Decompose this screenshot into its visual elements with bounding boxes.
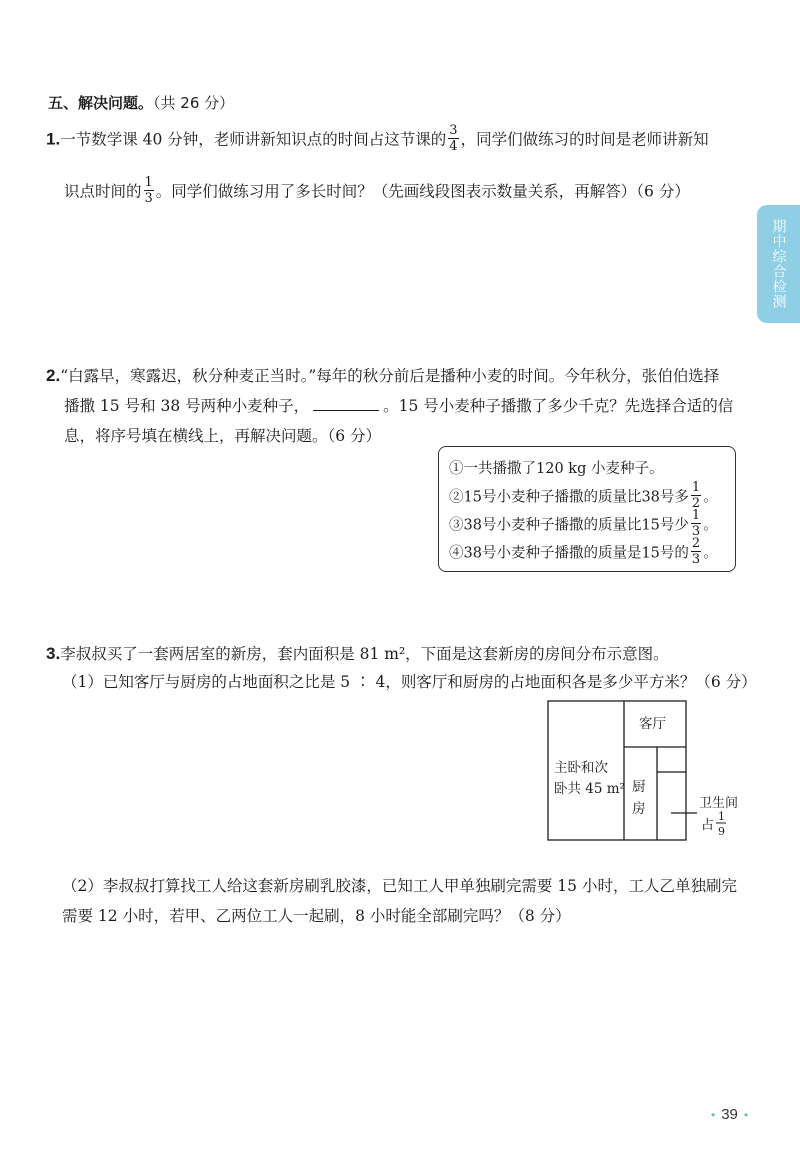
living-room-label: 客厅	[639, 716, 666, 732]
q1-fraction-2: $\frac{1}{3}$	[144, 175, 153, 206]
q2-line-1	[46, 364, 719, 386]
bathroom-fraction-den: 9	[718, 825, 725, 838]
q2-answer-blank[interactable]	[313, 396, 379, 411]
q2-option-4-fraction: $\frac{2}{3}$	[691, 536, 701, 567]
q1-text-d: 。同学们做练习用了多长时间？（先画线段图表示数量关系，再解答）（6 分）	[155, 182, 690, 201]
q1-number: 1.	[46, 129, 61, 149]
bathroom-fraction-num: 1	[718, 810, 725, 823]
page-number-dot-right: •	[743, 1108, 749, 1122]
q1-text-c: 识点时间的	[64, 182, 142, 201]
q1-line-1	[46, 123, 709, 155]
q3-subquestion-2-line-2: 需要 12 小时，若甲、乙两位工人一起刷，8 小时能全部刷完吗？（8 分）	[62, 907, 571, 925]
q2-option-3-fraction: $\frac{1}{3}$	[691, 508, 701, 539]
q2-text-1: “白露早，寒露迟，秋分种麦正当时。”每年的秋分前后是播种小麦的时间。今年秋分，张伯伯选择	[60, 367, 720, 385]
q3-number: 3.	[46, 644, 61, 663]
bedroom-label-2: 卧共 45 m²	[554, 781, 625, 797]
q2-option-4: ④38号小麦种子播撒的质量是15号的 $\frac{2}{3}$ 。	[449, 536, 718, 567]
q3-text-1: 李叔叔买了一套两居室的新房，套内面积是 81 m²，下面是这套新房的房间分布示意图。	[60, 645, 669, 663]
bedroom-label-1: 主卧和次	[554, 760, 608, 776]
kitchen-label-1: 厨	[632, 779, 646, 795]
q3-line-1	[46, 642, 669, 664]
q2-option-3: ③38号小麦种子播撒的质量比15号少 $\frac{1}{3}$ 。	[449, 508, 718, 539]
q2-option-2-fraction: $\frac{1}{2}$	[691, 480, 701, 511]
section-points: （共 26 分）	[153, 94, 235, 112]
bathroom-share-label: 占	[701, 818, 715, 833]
q2-line-2	[64, 394, 733, 416]
q2-number: 2.	[46, 366, 61, 385]
q2-option-2: ②15号小麦种子播撒的质量比38号多 $\frac{1}{2}$ 。	[449, 480, 718, 511]
q2-text-2a: 播撒 15 号和 38 号两种小麦种子，	[64, 397, 310, 415]
q3-subquestion-2-line-1: （2）李叔叔打算找工人给这套新房刷乳胶漆，已知工人甲单独刷完需要 15 小时，工人乙单独刷完	[62, 877, 737, 895]
bathroom-label: 卫生间	[699, 796, 739, 811]
q2-option-1: ①一共播撒了120 kg 小麦种子。	[449, 461, 664, 477]
q2-info-box	[438, 446, 736, 572]
section-header	[48, 92, 234, 113]
section-title: 五、解决问题。	[48, 94, 154, 112]
q1-line-2	[64, 175, 690, 207]
page-number-dot-left: •	[711, 1108, 716, 1122]
q2-text-3: 息，将序号填在横线上，再解决问题。（6 分）	[64, 427, 382, 445]
chapter-side-tab: 期中综合检测	[757, 205, 800, 323]
floor-plan-diagram	[540, 696, 760, 846]
q2-line-3	[64, 424, 381, 446]
q1-text-b: ，同学们做练习的时间是老师讲新知	[460, 130, 709, 149]
q2-text-2b: 。15 号小麦种子播撒了多少千克？先选择合适的信	[383, 397, 734, 415]
kitchen-label-2: 房	[632, 801, 646, 817]
q1-text-a: 一节数学课 40 分钟，老师讲新知识点的时间占这节课的	[60, 130, 447, 149]
page-number: • 39 •	[711, 1106, 749, 1123]
q3-subquestion-1: （1）已知客厅与厨房的占地面积之比是 5 ∶ 4，则客厅和厨房的占地面积各是多少平方米？（6 分）	[62, 673, 757, 691]
q1-fraction: $\frac{3}{4}$	[449, 123, 458, 154]
